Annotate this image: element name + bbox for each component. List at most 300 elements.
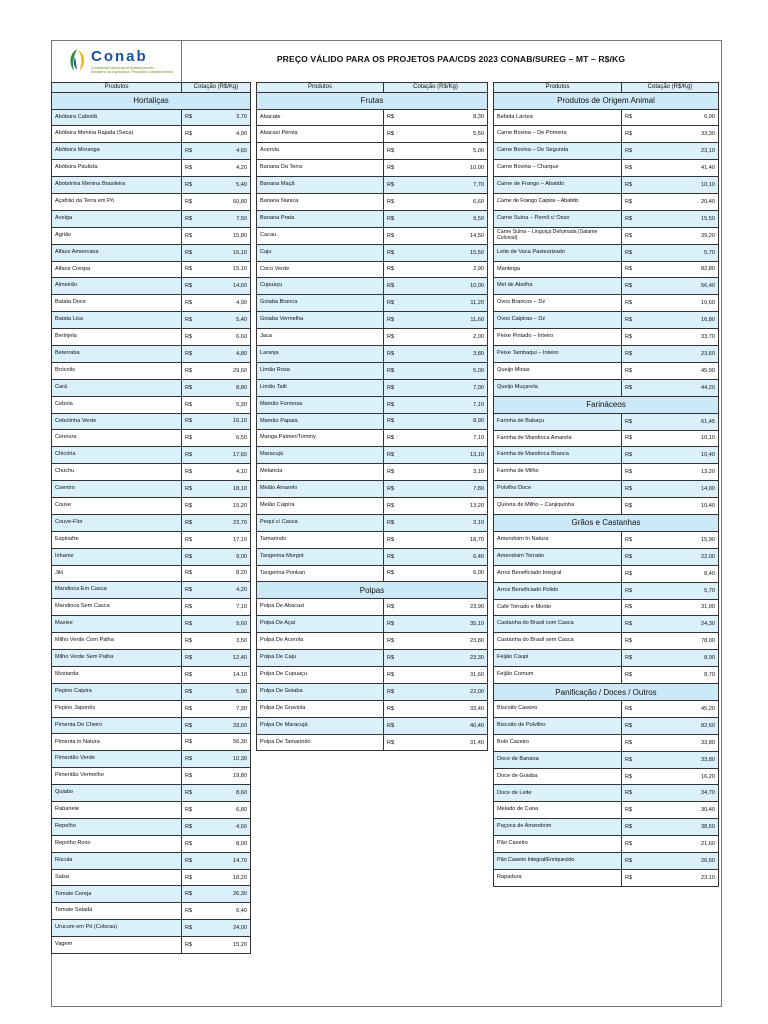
currency-label: R$ [622,531,647,548]
section-title: Polpas [257,582,488,599]
currency-label: R$ [384,430,409,447]
table-row [52,497,251,514]
table-row [52,193,251,210]
price-value: 40,40 [409,717,488,734]
table-row [494,193,719,210]
price-value: 15,10 [207,244,251,261]
section-header [52,92,251,109]
currency-label: R$ [182,481,207,498]
table-row [52,768,251,785]
table-row [52,109,251,126]
price-value: 17,60 [207,447,251,464]
price-value: 14,70 [207,852,251,869]
price-value: 14,50 [409,227,488,244]
price-value: 20,40 [647,193,719,210]
product-name: Abacaxi Pérola [257,126,384,143]
currency-label: R$ [182,768,207,785]
document-title: PREÇO VÁLIDO PARA OS PROJETOS PAA/CDS 2023 CONAB/SUREG – MT – R$/KG [276,54,626,64]
table-row [52,835,251,852]
currency-label: R$ [384,650,409,667]
table-row [52,565,251,582]
product-name: Ovos Caipiras – Dz [494,312,622,329]
currency-label: R$ [622,633,647,650]
price-value: 33,60 [207,717,251,734]
table-row [52,329,251,346]
table-row [494,329,719,346]
currency-label: R$ [182,683,207,700]
currency-label: R$ [384,616,409,633]
price-value: 82,60 [647,717,719,734]
price-value: 4,90 [207,126,251,143]
price-value: 6,60 [409,193,488,210]
currency-label: R$ [622,345,647,362]
product-name: Doce de Banana [494,751,622,768]
table-row [52,362,251,379]
table-row [257,126,488,143]
product-name: Quirera de Milho – Canjiquinha [494,498,622,515]
currency-label: R$ [384,210,409,227]
table-row [52,177,251,194]
table-row [52,700,251,717]
column-header-row [52,83,251,93]
currency-label: R$ [182,345,207,362]
price-value: 15,50 [647,210,719,227]
currency-label: R$ [384,227,409,244]
product-name: Cebolinha Verde [52,413,182,430]
section-header [257,582,488,599]
product-name: Cebola [52,396,182,413]
product-name: Bolo Caseiro [494,734,622,751]
logo-wordmark: Conab [91,48,148,65]
price-value: 45,20 [647,701,719,718]
product-name: Rabanete [52,802,182,819]
table-row [52,481,251,498]
table-row [52,278,251,295]
product-name: Pão Caseiro Integral/Enriquecido [494,853,622,870]
price-value: 5,70 [647,244,719,261]
product-name: Almeirão [52,278,182,295]
price-value: 13,10 [409,447,488,464]
currency-label: R$ [622,126,647,143]
currency-label: R$ [384,633,409,650]
table-row [257,295,488,312]
column-header-row [257,83,488,93]
currency-label: R$ [182,751,207,768]
currency-label: R$ [622,295,647,312]
table-row [257,599,488,616]
currency-label: R$ [182,126,207,143]
price-value: 18,10 [207,481,251,498]
currency-label: R$ [384,464,409,481]
table-row [257,633,488,650]
product-name: Pimentão Verde [52,751,182,768]
currency-label: R$ [384,109,409,126]
table-row [257,379,488,396]
price-value: 61,45 [647,413,719,430]
product-name: Banana Da Terra [257,160,384,177]
price-value: 17,10 [207,531,251,548]
price-value: 5,30 [207,396,251,413]
currency-label: R$ [182,531,207,548]
currency-label: R$ [182,329,207,346]
currency-label: R$ [622,261,647,278]
price-value: 7,70 [409,177,488,194]
table-row [494,413,719,430]
price-value: 8,90 [647,650,719,667]
currency-label: R$ [622,616,647,633]
table-row [257,413,488,430]
currency-label: R$ [182,227,207,244]
table-row [52,599,251,616]
section-header [494,92,719,109]
currency-label: R$ [622,244,647,261]
table-row [52,616,251,633]
currency-label: R$ [384,193,409,210]
price-value: 3,10 [409,514,488,531]
table-row [257,362,488,379]
price-value: 15,90 [647,531,719,548]
price-value: 56,40 [647,278,719,295]
section-title: Farináceos [494,396,719,413]
price-value: 5,90 [207,683,251,700]
section-header [494,514,719,531]
table-row [257,700,488,717]
product-name: Carne Bovina – De Primeira [494,126,622,143]
product-name: Farinha de Babaçu [494,413,622,430]
product-name: Polpa De Goiaba [257,683,384,700]
price-value: 7,50 [207,210,251,227]
product-name: Laranja [257,345,384,362]
product-name: Amendoim Torrado [494,548,622,565]
currency-label: R$ [384,481,409,498]
price-value: 8,00 [207,835,251,852]
product-name: Maxixe [52,616,182,633]
price-value: 22,00 [409,683,488,700]
currency-label: R$ [384,143,409,160]
price-value: 24,30 [647,616,719,633]
price-value: 6,60 [207,329,251,346]
price-value: 22,00 [647,548,719,565]
table-row [52,852,251,869]
frutas-polpas-table [256,82,488,751]
product-name: Manga Palmer/Tommy [257,430,384,447]
price-value: 8,90 [409,413,488,430]
table-row [52,430,251,447]
currency-label: R$ [384,514,409,531]
currency-label: R$ [622,785,647,802]
price-value: 31,60 [409,667,488,684]
section-header [257,92,488,109]
product-name: Banana Maçã [257,177,384,194]
price-value: 4,80 [207,345,251,362]
currency-label: R$ [182,734,207,751]
product-name: Paçoca de Amendoim [494,819,622,836]
currency-label: R$ [182,430,207,447]
table-row [52,582,251,599]
currency-label: R$ [622,430,647,447]
currency-label: R$ [622,177,647,194]
price-value: 39,20 [647,227,719,244]
price-value: 4,20 [207,160,251,177]
table-row [52,126,251,143]
product-name: Tomate Cereja [52,886,182,903]
table-row [257,548,488,565]
section-title: Frutas [257,92,488,109]
price-value: 8,60 [207,785,251,802]
table-row [494,734,719,751]
product-name: Pimentão Vermelho [52,768,182,785]
table-row [52,802,251,819]
table-row [257,345,488,362]
table-row [257,244,488,261]
table-row [52,751,251,768]
product-name: Rapadura [494,869,622,886]
price-value: 23,80 [409,633,488,650]
product-name: Carne Bovina – Charque [494,160,622,177]
price-value: 33,80 [647,734,719,751]
currency-label: R$ [182,362,207,379]
currency-label: R$ [622,498,647,515]
table-row [494,227,719,244]
table-row [257,717,488,734]
currency-label: R$ [182,886,207,903]
table-row [52,413,251,430]
product-name: Farinha de Milho [494,464,622,481]
product-name: Salsa [52,869,182,886]
price-value: 14,60 [207,278,251,295]
table-row [494,819,719,836]
price-value: 4,20 [207,582,251,599]
table-row [494,447,719,464]
currency-label: R$ [384,413,409,430]
currency-label: R$ [622,464,647,481]
product-name: Carne Suína – Linguiça Defumada (Salame Colonial) [494,227,622,244]
price-value: 3,80 [409,345,488,362]
product-name: Polpa De Abacaxi [257,599,384,616]
price-value: 33,30 [647,126,719,143]
product-name: Limão Taiti [257,379,384,396]
currency-label: R$ [622,312,647,329]
product-name: Milho Verde Com Palha [52,633,182,650]
currency-label: R$ [182,785,207,802]
price-value: 10,30 [207,751,251,768]
table-row [494,701,719,718]
table-row [494,633,719,650]
price-value: 26,30 [207,886,251,903]
product-name: Feijão Comum [494,667,622,684]
product-name: Carne Suína – Pernil c/ Osso [494,210,622,227]
price-value: 5,40 [207,177,251,194]
currency-label: R$ [182,582,207,599]
table-row [494,717,719,734]
currency-label: R$ [384,531,409,548]
table-row [494,244,719,261]
currency-label: R$ [622,768,647,785]
table-row [494,177,719,194]
product-name: Alface Americana [52,244,182,261]
currency-label: R$ [182,210,207,227]
currency-label: R$ [384,362,409,379]
table-row [52,818,251,835]
product-name: Repolho [52,818,182,835]
table-row [257,193,488,210]
currency-label: R$ [182,616,207,633]
price-value: 56,30 [207,734,251,751]
product-name: Cupuaçu [257,278,384,295]
price-value: 45,90 [647,362,719,379]
price-value: 10,00 [409,278,488,295]
table-row [494,210,719,227]
product-name: Pimenta in Natura [52,734,182,751]
price-value: 14,00 [647,481,719,498]
currency-label: R$ [182,413,207,430]
product-name: Leite de Vaca Pasteurizado [494,244,622,261]
currency-label: R$ [182,497,207,514]
product-name: Maracujá [257,447,384,464]
table-row [52,160,251,177]
currency-label: R$ [182,109,207,126]
currency-label: R$ [182,160,207,177]
currency-label: R$ [384,683,409,700]
price-value: 15,10 [207,261,251,278]
currency-label: R$ [622,819,647,836]
table-row [494,869,719,886]
table-row [257,430,488,447]
currency-label: R$ [182,700,207,717]
price-value: 6,00 [647,109,719,126]
price-value: 16,20 [647,768,719,785]
table-row [52,514,251,531]
price-value: 31,00 [647,599,719,616]
price-value: 3,10 [409,464,488,481]
product-name: Castanha do Brasil sem Casca [494,633,622,650]
currency-label: R$ [182,464,207,481]
currency-label: R$ [622,869,647,886]
product-name: Manteiga [494,261,622,278]
table-row [494,295,719,312]
product-name: Pimenta De Cheiro [52,717,182,734]
product-name: Agrião [52,227,182,244]
table-row [257,109,488,126]
product-name: Melancia [257,464,384,481]
currency-label: R$ [622,160,647,177]
price-value: 8,20 [207,565,251,582]
table-row [52,295,251,312]
currency-label: R$ [182,920,207,937]
product-name: Polvilho Doce [494,481,622,498]
currency-label: R$ [384,244,409,261]
currency-label: R$ [384,497,409,514]
table-row [52,886,251,903]
product-name: Couve [52,497,182,514]
document-header [51,40,721,82]
table-row [257,616,488,633]
currency-label: R$ [182,666,207,683]
product-name: Polpa De Caju [257,650,384,667]
price-value: 23,10 [647,143,719,160]
product-name: Ovos Brancos – Dz [494,295,622,312]
product-name: Cacau [257,227,384,244]
table-row [494,582,719,599]
product-name: Tangerina Morgot [257,548,384,565]
price-value: 8,30 [409,109,488,126]
price-value: 3,50 [207,633,251,650]
table-row [494,853,719,870]
price-value: 7,00 [409,379,488,396]
product-name: Banana Prata [257,210,384,227]
table-row [494,548,719,565]
product-name: Tangerina Ponkan [257,565,384,582]
product-name: Mamão Papaia [257,413,384,430]
currency-label: R$ [622,701,647,718]
table-row [257,514,488,531]
table-row [52,683,251,700]
price-value: 33,70 [647,329,719,346]
price-value: 4,60 [207,143,251,160]
product-name: Arroz Beneficiado Integral [494,565,622,582]
product-name: Polpa De Açaí [257,616,384,633]
table-row [257,667,488,684]
leaf-logo-icon [66,47,88,73]
price-value: 6,40 [409,548,488,565]
table-row [257,650,488,667]
currency-label: R$ [182,717,207,734]
product-name: Alface Crespa [52,261,182,278]
currency-label: R$ [182,261,207,278]
price-value: 10,10 [647,177,719,194]
currency-label: R$ [622,379,647,396]
section-title: Hortaliças [52,92,251,109]
product-name: Mostarda [52,666,182,683]
table-row [494,143,719,160]
currency-label: R$ [622,853,647,870]
table-row [52,937,251,954]
currency-label: R$ [182,312,207,329]
price-value: 6,80 [207,802,251,819]
section-title: Produtos de Origem Animal [494,92,719,109]
product-name: Mandioca Sem Casca [52,599,182,616]
product-name: Melão Caipira [257,497,384,514]
table-row [257,396,488,413]
currency-label: R$ [182,514,207,531]
product-name: Tamarindo [257,531,384,548]
section-title: Grãos e Castanhas [494,514,719,531]
product-name: Abobrinha Menina Brasileira [52,177,182,194]
section-title: Panificação / Doces / Outros [494,684,719,701]
product-name: Peixe Tambaqui – Inteiro [494,345,622,362]
table-row [257,210,488,227]
product-name: Farinha de Mandioca Amarela [494,430,622,447]
product-name: Doce de Goiaba [494,768,622,785]
product-name: Batata Doce [52,295,182,312]
currency-label: R$ [182,379,207,396]
product-column-header: Produtos [257,83,384,93]
price-value: 4,60 [207,818,251,835]
price-value: 13,20 [409,497,488,514]
price-value: 5,50 [409,126,488,143]
table-row [52,345,251,362]
currency-label: R$ [384,379,409,396]
currency-label: R$ [622,667,647,684]
currency-label: R$ [622,650,647,667]
currency-label: R$ [384,396,409,413]
product-name: Carne de Frango Caipira – Abatido [494,193,622,210]
product-name: Jiló [52,565,182,582]
currency-label: R$ [622,143,647,160]
conab-logo [51,40,182,82]
price-value: 78,00 [647,633,719,650]
price-value: 6,40 [207,903,251,920]
